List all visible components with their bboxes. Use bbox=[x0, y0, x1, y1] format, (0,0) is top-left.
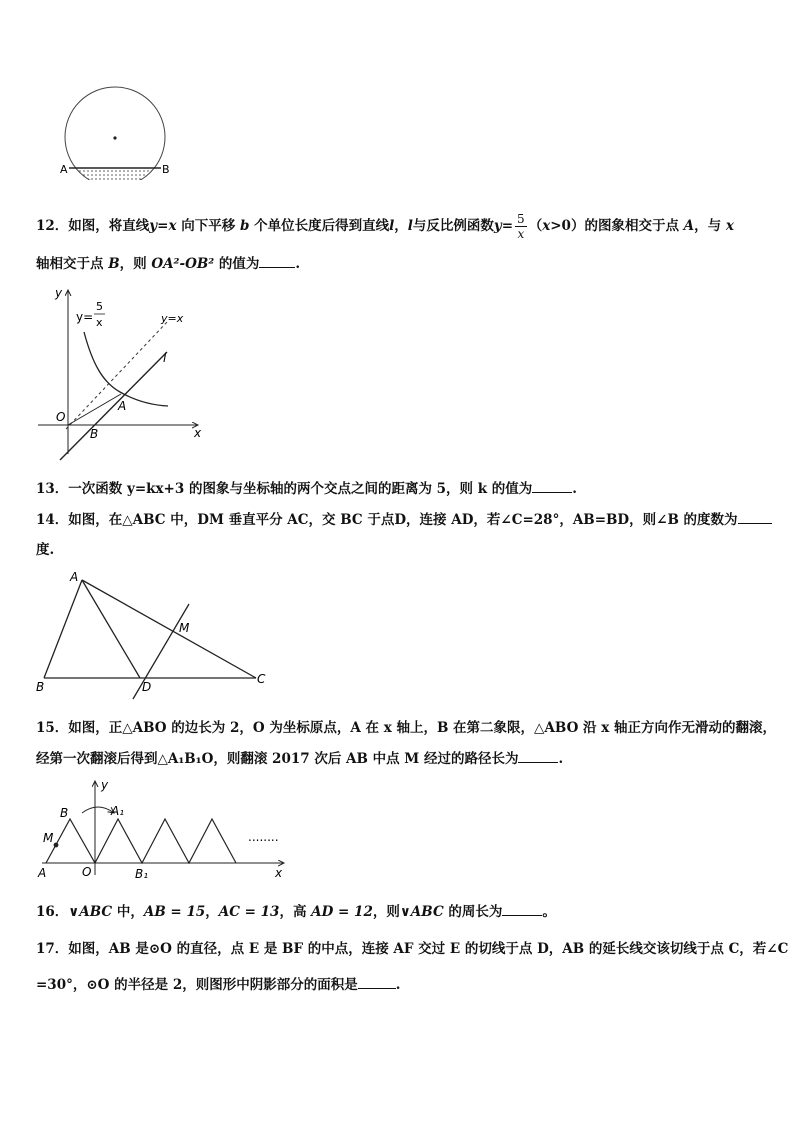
q12-line2: 轴相交于点 B，则 OA²-OB² 的值为 . bbox=[36, 256, 301, 272]
q12-line1: 12．如图，将直线y=x 向下平移 b 个单位长度后得到直线l，l与反比例函数y= $\frac{5}{x}$ （x>0）的图象相交于点 A，与 x bbox=[36, 212, 734, 241]
q14-triangle-figure bbox=[34, 566, 274, 702]
midpoint-m bbox=[54, 843, 59, 848]
q15-rolling-triangle-figure bbox=[34, 775, 290, 887]
curve-label-denominator: x bbox=[96, 316, 103, 329]
q17-line2: =30°，⊙O 的半径是 2，则图形中阴影部分的面积是 . bbox=[36, 977, 401, 993]
b-label: B bbox=[90, 427, 99, 441]
vertex-b-label: B bbox=[36, 680, 45, 694]
x-axis-label: x bbox=[275, 866, 283, 880]
q15-line1: 15．如图，正△ABO 的边长为 2，O 为坐标原点，A 在 x 轴上，B 在第二象限，△ABO 沿 x 轴正方向作无滑动的翻滚， bbox=[36, 720, 776, 736]
point-a1-label: A₁ bbox=[111, 804, 125, 818]
point-m-label: M bbox=[43, 831, 54, 845]
yx-label: y=x bbox=[161, 312, 184, 325]
line-y-equals-x bbox=[66, 322, 167, 429]
point-d-label: D bbox=[142, 680, 152, 694]
segment-ad bbox=[82, 580, 140, 678]
point-a-label: A bbox=[60, 163, 68, 176]
hyperbola-curve bbox=[84, 332, 168, 406]
circle-figure bbox=[55, 80, 185, 180]
q16-line: 16．∨ABC 中，AB = 15，AC = 13，高 AD = 12，则∨ABC 的周长为 。 bbox=[36, 904, 556, 920]
answer-blank bbox=[532, 480, 572, 493]
segment-oa bbox=[68, 394, 121, 425]
triangle-row bbox=[46, 819, 236, 863]
a-label: A bbox=[118, 399, 127, 413]
vertex-c-label: C bbox=[257, 672, 266, 686]
rotation-arrow bbox=[82, 807, 114, 813]
x-axis-label: x bbox=[194, 426, 202, 440]
y-axis-label: y bbox=[55, 286, 63, 300]
q17-line1: 17．如图，AB 是⊙O 的直径，点 E 是 BF 的中点，连接 AF 交过 E 的切线于点 D，AB 的延长线交该切线于点 C，若∠C bbox=[36, 941, 789, 957]
point-b1-label: B₁ bbox=[135, 867, 149, 881]
point-b-label: B bbox=[60, 806, 69, 820]
q14-line1: 14．如图，在△ABC 中，DM 垂直平分 AC，交 BC 于点D，连接 AD，若∠C=28°，AB=BD，则∠B 的度数为 bbox=[36, 511, 772, 529]
answer-blank bbox=[259, 255, 295, 268]
origin-label: O bbox=[82, 865, 92, 879]
center-dot bbox=[113, 136, 116, 139]
answer-blank bbox=[502, 903, 542, 916]
q12-graph bbox=[34, 284, 214, 464]
y-axis-label: y bbox=[101, 778, 109, 792]
vertex-a-label: A bbox=[70, 570, 79, 584]
fraction-5-over-x: $\frac{5}{x}$ bbox=[517, 212, 525, 241]
point-m-label: M bbox=[179, 621, 190, 635]
q15-line2: 经第一次翻滚后得到△A₁B₁O，则翻滚 2017 次后 AB 中点 M 经过的路径长为 . bbox=[36, 751, 564, 767]
side-ab bbox=[44, 580, 82, 678]
curve-label: y= bbox=[76, 310, 94, 324]
side-ac bbox=[82, 580, 256, 678]
q13-line: 13．一次函数 y=kx+3 的图象与坐标轴的两个交点之间的距离为 5，则 k 的值为 . bbox=[36, 481, 577, 497]
answer-blank bbox=[738, 511, 772, 524]
curve-label-numerator: 5 bbox=[96, 300, 103, 313]
answer-blank bbox=[518, 750, 558, 763]
continuation-dots: ........ bbox=[248, 830, 279, 844]
point-a-label: A bbox=[38, 866, 47, 880]
point-b-label: B bbox=[162, 163, 170, 176]
answer-blank bbox=[358, 976, 396, 989]
line-l bbox=[60, 352, 167, 460]
circle-outline bbox=[65, 87, 165, 180]
o-label: O bbox=[56, 410, 66, 424]
q14-line2: 度. bbox=[36, 542, 55, 558]
l-label: l bbox=[163, 351, 167, 365]
